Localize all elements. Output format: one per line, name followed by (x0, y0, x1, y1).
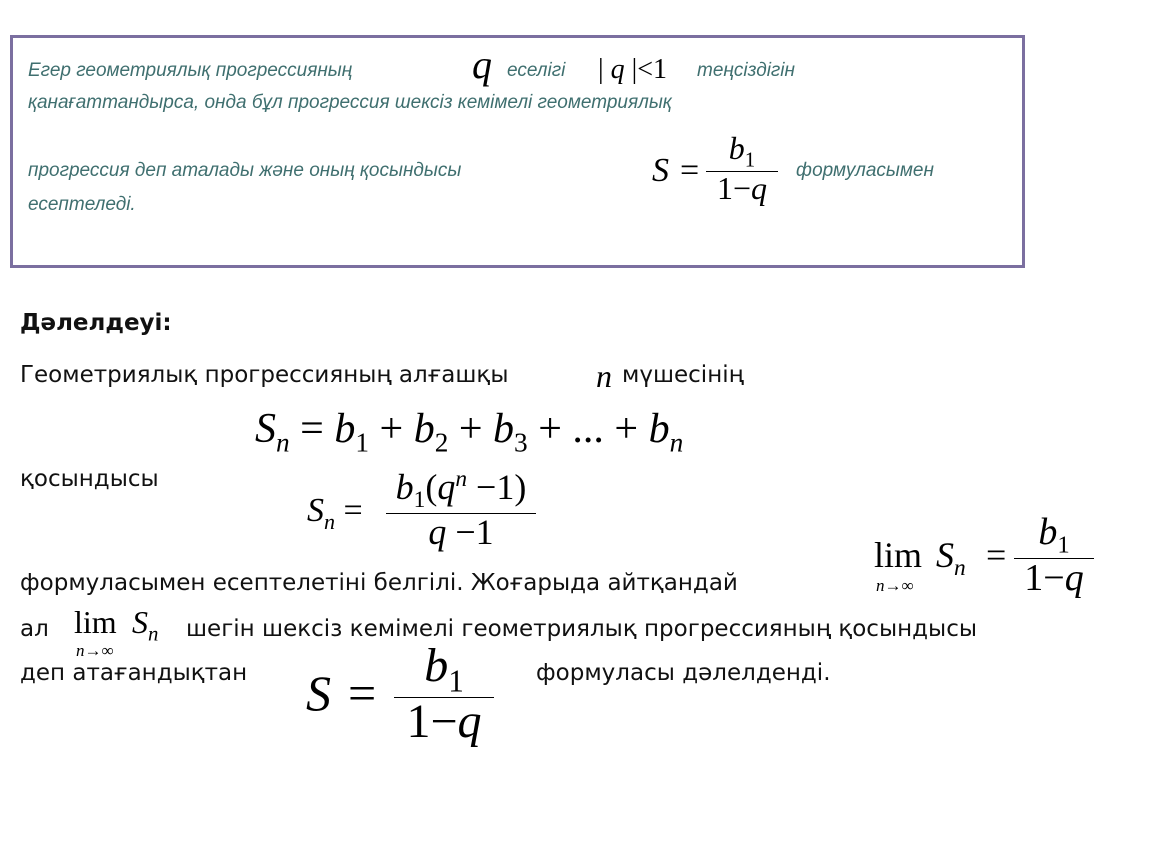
sum-formula-fraction: $b_1$ 1−q (706, 132, 778, 204)
sum-n-terms-formula: $S_n = b_1 + b_2 + b_3$ + ... + $b_n$ (255, 406, 684, 458)
definition-line1-mid: еселігі (507, 60, 566, 81)
final-formula-fraction: $b_1$ 1−q (394, 642, 494, 746)
proof-line1-end: мүшесінің (622, 362, 744, 388)
q-symbol: q (472, 42, 492, 87)
proof-line4-end: шегін шексіз кемімелі геометриялық прогрессияның қосындысы (186, 616, 978, 642)
definition-line3-start: прогрессия деп аталады және оның қосындысы (28, 160, 462, 181)
sum-formula-S: S (652, 152, 669, 189)
proof-heading: Дәлелдеуі: (20, 310, 172, 336)
final-formula-S: S (306, 665, 331, 721)
proof-line4-start: ал (20, 616, 49, 642)
proof-line3: формуласымен есептелетіні белгілі. Жоғарыда айтқандай (20, 570, 738, 596)
inequality-formula: | q |<1 (598, 54, 668, 85)
proof-line5-start: деп атағандықтан (20, 660, 248, 686)
definition-line1-start: Егер геометриялық прогрессияның (28, 60, 353, 81)
definition-line4: есептеледі. (28, 194, 136, 215)
definition-line2: қанағаттандырса, онда бұл прогрессия шексіз кемімелі геометриялық (28, 92, 672, 113)
sum-formula-equals: = (680, 152, 700, 189)
definition-line3-end: формуласымен (796, 160, 934, 181)
sum-n-lhs: $S_n$ = (307, 492, 363, 534)
proof-line5-end: формуласы дәлелденді. (536, 660, 831, 686)
proof-line2: қосындысы (20, 466, 159, 492)
definition-line1-end: теңсіздігін (697, 60, 795, 81)
sum-n-fraction: $b_1(q^n -1)$ q −1 (386, 468, 536, 550)
n-symbol: n (596, 358, 612, 394)
final-formula-equals: = (348, 665, 377, 721)
proof-line1-start: Геометриялық прогрессияның алғашқы (20, 362, 509, 388)
